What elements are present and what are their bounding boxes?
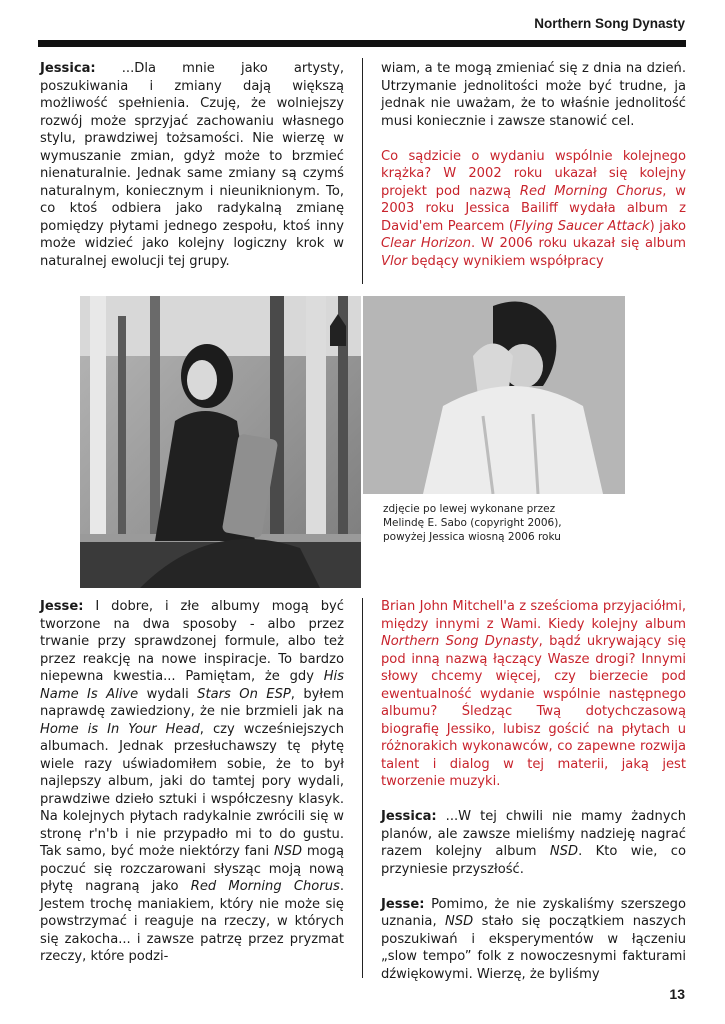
bottom-right-column bbox=[381, 598, 686, 983]
jessica-answer-1 bbox=[40, 60, 344, 270]
photo-jessica-zither bbox=[80, 296, 361, 588]
caption-line-2: Melindę E. Sabo (copyright 2006), bbox=[383, 517, 562, 529]
answer-text: ...Dla mnie jako artysty, poszukiwania i zmiany dają większą możliwość spełnienia. Czuję, że wolniejszy rozwój może sprzyjać zachowaniu własnego stylu, prawdziwej tożsamości. Nie wierzę w wymuszanie zmian, gdyż może to brzmieć nienaturalnie. Jednak same zmiany są czymś naturalnym, koniecznym i nieuniknionym. To, co ktoś odbiera jako radykalną zmianę pomiędzy płytami jednego zespołu, ktoś inny może widzieć jako kolejny logiczny krok w naturalnej ewolucji tej grupy. bbox=[40, 61, 344, 269]
column-divider-top bbox=[362, 58, 363, 284]
speaker-label: Jessica: bbox=[40, 61, 96, 76]
top-left-column bbox=[40, 60, 344, 270]
continuation-text: wiam, a te mogą zmieniać się z dnia na dzień. Utrzymanie jednolitości może być trudne, ja jednak nie uważam, że to właśnie jednolitość musi koniecznie i zawsze stanowić cel. bbox=[381, 61, 686, 129]
question-1: Co sądzicie o wydaniu wspólnie kolejnego krążka? W 2002 roku ukazał się kolejny projekt pod nazwą Red Morning Chorus, w 2003 roku Jessica Bailiff wydała album z David'em Pearcem (Flying Saucer Attack) jako Clear Horizon. W 2006 roku ukazał się album Vlor będący wynikiem współpracy bbox=[381, 148, 686, 269]
speaker-label: Jesse: bbox=[40, 599, 84, 614]
jessica-answer-2: Jessica: ...W tej chwili nie mamy żadnych planów, ale zawsze mieliśmy nadzieję nagrać razem kolejny album NSD. Kto wie, co przyniesie przyszłość. bbox=[381, 809, 686, 877]
top-right-column bbox=[381, 60, 686, 270]
speaker-label: Jessica: bbox=[381, 809, 437, 824]
header-rule bbox=[38, 40, 686, 47]
jesse-answer-1: Jesse: I dobre, i złe albumy mogą być tworzone na dwa sposoby - albo przez trwanie przy sprawdzonej formule, albo też przez reakcję na nowe inspiracje. To bardzo niepewna kwestia... Pamiętam, że gdy His Name Is Alive wydali Stars On ESP, byłem naprawdę zawiedziony, że nie brzmieli jak na Home is In Your Head, czy wcześniejszych albumach. Jednak przesłuchawszy tę płytę wiele razy uświadomiłem sobie, że to był najlepszy album, jaki do tamtej pory wydali, prawdziwe dzieło sztuki i współczesny klasyk. Na kolejnych płytach radykalnie zwrócili się w stronę r'n'b i nie przypadło mi to do gustu. Tak samo, być może niektórzy fani NSD mogą poczuć się rozczarowani słysząc moją nową płytę nagraną jako Red Morning Chorus. Jestem trochę maniakiem, który nie może się powstrzymać i reaguje na rzeczy, w których się zakocha... i zawsze patrzę przez pryzmat rzeczy, które podzi- bbox=[40, 599, 345, 964]
caption-line-3: powyżej Jessica wiosną 2006 roku bbox=[383, 531, 561, 543]
running-header: Northern Song Dynasty bbox=[534, 16, 685, 31]
bottom-left-column bbox=[40, 598, 344, 966]
photo-jessica-spring bbox=[363, 296, 625, 494]
jesse-answer-2: Jesse: Pomimo, że nie zyskaliśmy szerszego uznania, NSD stało się początkiem naszych poszukiwań i eksperymentów w łączeniu „slow tempo” folk z nowoczesnymi fakturami dźwiękowymi. Wierzę, że byliśmy bbox=[381, 896, 686, 982]
column-divider-bottom bbox=[362, 598, 363, 978]
page-number: 13 bbox=[669, 986, 685, 1002]
caption-line-1: zdjęcie po lewej wykonane przez bbox=[383, 503, 556, 515]
photo-caption bbox=[383, 502, 613, 544]
speaker-label: Jesse: bbox=[381, 896, 425, 912]
question-2: Brian John Mitchell'a z sześcioma przyjaciółmi, między innymi z Wami. Kiedy kolejny album Northern Song Dynasty, bądź ukrywający się pod inną nazwą łączący Wasze drogi? Innymi słowy chcemy więcej, czy bierzecie pod ewentualność wydanie wspólnie następnego albumu? Śledząc Twą dotychczasową biografię Jessiko, lubisz gościć na płytach u różnorakich wykonawców, co zapewne rozwija talent i dialog w tej materii, jaką jest tworzenie muzyki. bbox=[381, 599, 686, 789]
